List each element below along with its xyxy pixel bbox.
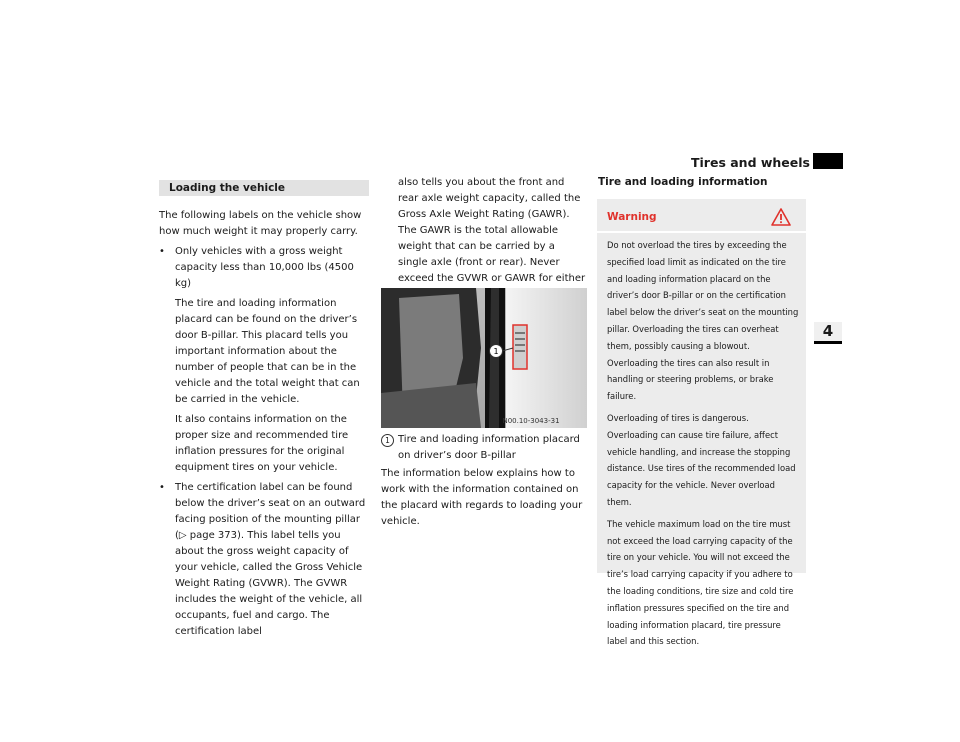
bullet-text: Only vehicles with a gross weight capacity less than 10,000 lbs (4500 kg): [175, 246, 354, 289]
photo-callout-number: 1: [493, 347, 499, 356]
section-heading-loading: Loading the vehicle: [159, 180, 369, 196]
seat-pillar-illustration: [381, 288, 587, 428]
bullet-mark: •: [159, 482, 165, 493]
loading-column: [159, 180, 369, 644]
bullet-item: [159, 244, 369, 476]
bullet-item: [159, 480, 369, 640]
caption-callout-number: 1: [381, 434, 394, 447]
bullet-text: The certification label can be found below the driver’s seat on an outward facing position of the mounting pillar (▷ page 373). This label tells you about the gross weight capacity of your vehicle, called the Gross Vehicle Weight Rating (GVWR). The GVWR includes the weight of the vehicle, all occupants, fuel and cargo. The certification label: [175, 482, 366, 637]
warning-header: [597, 199, 806, 231]
loading-intro: The following labels on the vehicle show how much weight it may properly carry.: [159, 210, 362, 237]
warning-body: [607, 237, 799, 655]
caption-text: Tire and loading information placard on driver’s door B-pillar: [398, 434, 580, 461]
info-paragraph: The information below explains how to work with the information contained on the placard with regards to loading your vehicle.: [381, 468, 583, 527]
warning-paragraph: The vehicle maximum load on the tire must not exceed the load carrying capacity of the tire on your vehicle. You will not exceed the tire’s load carrying capacity if you adhere to the loading conditions, tire size and cold tire inflation pressures specified on the tire and loading information placard, tire pressure label and this section.: [607, 518, 794, 647]
bullet-text: The tire and loading information placard can be found on the driver’s door B-pillar. This placard tells you important information about the number of people that can be in the vehicle and the total weight that can be carried in the vehicle.: [175, 298, 360, 405]
loading-continued-text: [381, 175, 587, 303]
figure-code: N00.10-3043-31: [502, 417, 560, 425]
header-marker-block: [813, 153, 843, 169]
warning-label: Warning: [607, 211, 657, 223]
continued-paragraph: also tells you about the front and rear axle weight capacity, called the Gross Axle Weight Rating (GAWR). The GAWR is the total allowable weight that can be carried by a single axle (front or rear). Never exceed the GVWR or GAWR for either: [398, 177, 586, 284]
warning-paragraph: Do not overload the tires by exceeding the specified load limit as indicated on the tire and loading information placard on the driver’s door B-pillar or on the certification label below the driver’s seat on the mounting pillar. Overloading the tires can overheat them, possibly causing a blowout. Overloading the tires can also result in handling or steering problems, or brake failure.: [607, 240, 799, 402]
chapter-tab-underline: [814, 341, 842, 344]
page-header-title: Tires and wheels: [690, 155, 810, 170]
warning-divider: [597, 231, 806, 233]
seat-pillar-photo: [381, 288, 587, 428]
figure-caption: [381, 432, 587, 464]
tire-info-title: Tire and loading information: [598, 176, 768, 188]
bullet-mark: •: [159, 246, 165, 257]
warning-paragraph: Overloading of tires is dangerous. Overloading can cause tire failure, affect vehicle handling, and increase the stopping distance. Use tires of the recommended load capacity for the vehicle. Never overload them.: [607, 412, 796, 507]
warning-triangle-icon: [771, 208, 791, 226]
warning-box: [597, 199, 806, 647]
chapter-tab-number: 4: [814, 322, 842, 341]
bullet-text: It also contains information on the proper size and recommended tire inflation pressures for the original equipment tires on your vehicle.: [175, 414, 349, 473]
